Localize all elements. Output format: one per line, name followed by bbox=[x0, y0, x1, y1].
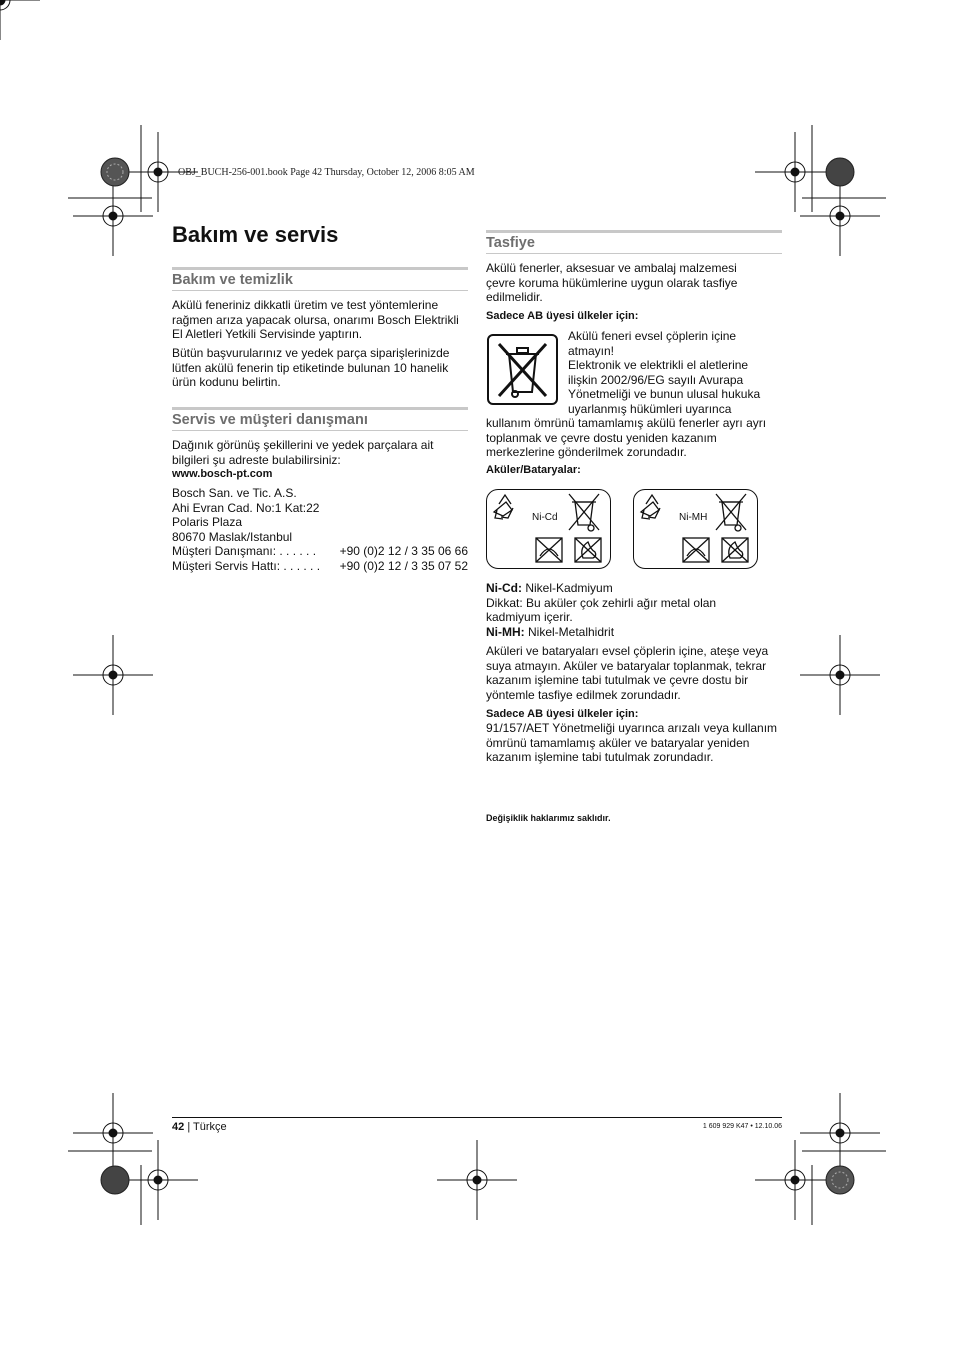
book-header: OBJ_BUCH-256-001.book Page 42 Thursday, October 12, 2006 8:05 AM bbox=[178, 167, 475, 178]
address-line: 80670 Maslak/Istanbul bbox=[172, 529, 293, 544]
nimh-term: Ni-MH: bbox=[486, 624, 525, 639]
cadmium-warning: Dikkat: Bu aküler çok zehirli ağır metal olan kadmiyum içerir. bbox=[486, 595, 717, 625]
no-fire-icon bbox=[575, 538, 601, 562]
eu-heading: Sadece AB üyesi ülkeler için: bbox=[486, 310, 639, 322]
section-heading-tasfiye: Tasfiye bbox=[486, 230, 782, 252]
recycle-icon bbox=[641, 495, 660, 519]
no-water-icon bbox=[683, 538, 709, 562]
battery-definitions bbox=[486, 581, 746, 639]
eu-heading-2: Sadece AB üyesi ülkeler için: bbox=[486, 708, 639, 720]
rights-reserved: Değişiklik haklarımız saklıdır. bbox=[486, 813, 611, 823]
crossed-bin-icon bbox=[716, 494, 746, 531]
no-water-icon bbox=[536, 538, 562, 562]
footer-language: | Türkçe bbox=[187, 1121, 227, 1133]
contact-row-customer bbox=[172, 544, 468, 559]
eu-text-line: Elektronik ve elektrikli el aletlerine bbox=[568, 358, 749, 373]
crossed-bin-icon bbox=[569, 494, 599, 531]
nimh-definition bbox=[486, 625, 746, 640]
doc-code: 1 609 929 K47 • 12.10.06 bbox=[702, 1123, 782, 1130]
battery-symbol-nicd bbox=[486, 489, 611, 569]
page-number: 42 bbox=[172, 1121, 185, 1133]
address-line: Polaris Plaza bbox=[172, 515, 243, 530]
battery-label: Ni-MH bbox=[679, 512, 708, 523]
batteries-heading: Aküler/Bataryalar: bbox=[486, 464, 581, 476]
paragraph-directive: 91/157/AET Yönetmeliği uyarınca arızalı veya kullanım ömrünü tamamlamış aküler ve bataryalar yeniden kazanım işlemine tabi tutulmak zorundadır. bbox=[486, 721, 778, 765]
contact-row-service bbox=[172, 559, 468, 574]
paragraph-servis: Dağınık görünüş şekillerini ve yedek parçalara ait bilgileri şu adreste bulabilirsiniz: bbox=[172, 438, 434, 467]
eu-text-line: Akülü feneri evsel çöplerin içine bbox=[568, 329, 737, 343]
address-block bbox=[172, 486, 472, 574]
eu-text-line: atmayın! bbox=[568, 343, 615, 358]
address-line: Bosch San. ve Tic. A.S. bbox=[172, 486, 297, 500]
recycle-icon bbox=[494, 495, 513, 519]
eu-text-line: Yönetmeliği ve bunun ulusal hukuka bbox=[568, 387, 761, 402]
paragraph-bakim-2: Bütün başvurularınız ve yedek parça siparişlerinizde lütfen akülü fenerin tip etiketinde bulunan 10 hanelik ürün kodunu belirtin. bbox=[172, 346, 450, 390]
contact-phone: +90 (0)2 12 / 3 35 06 66 bbox=[339, 544, 468, 559]
battery-symbol-nimh bbox=[633, 489, 758, 569]
website-link[interactable]: www.bosch-pt.com bbox=[172, 468, 273, 480]
section-heading-bakim: Bakım ve temizlik bbox=[172, 267, 468, 289]
eu-text-continuation: kullanım ömrünü tamamlamış akülü fenerler ayrı ayrı toplanmak ve çevre dostu yeniden kazanım merkezlerine gönderilmek zorundadır. bbox=[486, 416, 767, 460]
crossed-bin-icon bbox=[487, 334, 558, 405]
nicd-definition bbox=[486, 581, 746, 596]
contact-phone: +90 (0)2 12 / 3 35 07 52 bbox=[339, 558, 468, 573]
paragraph-batteries: Aküleri ve bataryaları evsel çöplerin içine, ateşe veya suya atmayın. Aküler ve bataryalar toplanmak, tekrar kazanım işlemine tabi tutulmak ve çevre dostu bir yöntemle tasfiye edilmek zorundadır. bbox=[486, 644, 769, 702]
eu-text-line: uyarlanmış hükümleri uyarınca bbox=[568, 401, 732, 416]
address-line: Ahi Evran Cad. No:1 Kat:22 bbox=[172, 500, 320, 515]
contact-label: Müşteri Servis Hattı: . . . . . . bbox=[172, 558, 321, 573]
paragraph-tasfiye: Akülü fenerler, aksesuar ve ambalaj malzemesi çevre koruma hükümlerine uygun olarak tasfiye edilmelidir. bbox=[486, 261, 738, 305]
footer-page bbox=[172, 1121, 227, 1133]
nicd-term: Ni-Cd: bbox=[486, 581, 522, 595]
nicd-def: Nikel-Kadmiyum bbox=[525, 581, 613, 595]
paragraph-bakim-1: Akülü feneriniz dikkatli üretim ve test yöntemlerine rağmen arıza yapacak olursa, onarımı Bosch Elektrikli El Aletleri Yetkili Servisinde yaptırın. bbox=[172, 298, 459, 342]
section-heading-servis: Servis ve müşteri danışmanı bbox=[172, 407, 468, 429]
footer-rule bbox=[172, 1117, 782, 1118]
eu-text-block bbox=[568, 329, 788, 417]
no-fire-icon bbox=[722, 538, 748, 562]
contact-label: Müşteri Danışmanı: . . . . . . bbox=[172, 544, 317, 559]
battery-label: Ni-Cd bbox=[532, 512, 558, 523]
page-title: Bakım ve servis bbox=[172, 222, 339, 247]
nimh-def: Nikel-Metalhidrit bbox=[528, 624, 615, 639]
eu-text-line: ilişkin 2002/96/EG sayılı Avurapa bbox=[568, 372, 744, 387]
